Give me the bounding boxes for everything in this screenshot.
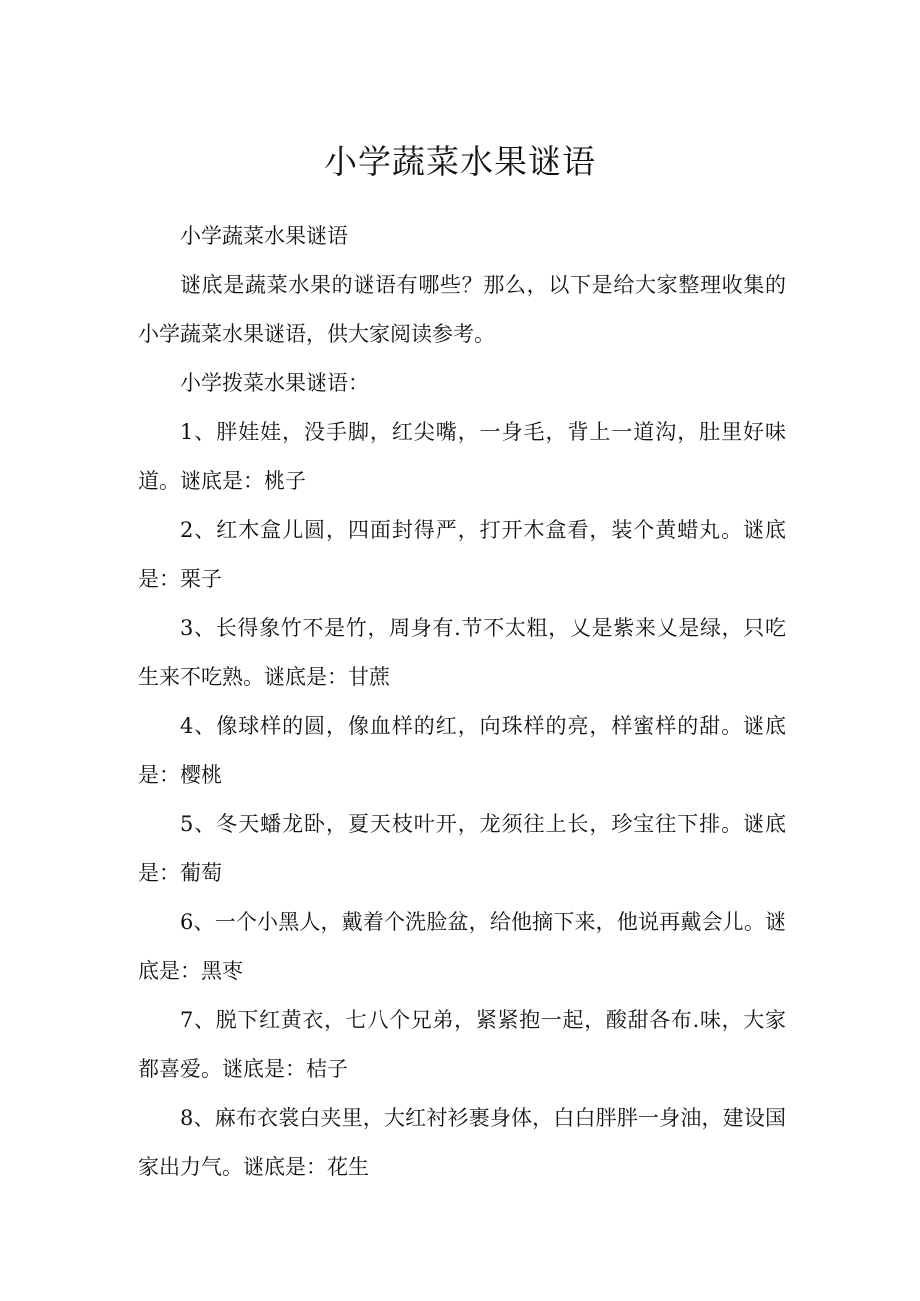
riddle-paragraph-4: 4、像球样的圆，像血样的红，向珠样的亮，样蜜样的甜。谜底是：樱桃	[138, 714, 786, 787]
riddle-paragraph-3: 3、长得象竹不是竹，周身有.节不太粗，乂是紫来乂是绿，只吃生来不吃熟。谜底是：甘蔗	[138, 616, 786, 689]
intro-paragraph: 谜底是蔬菜水果的谜语有哪些？那么，以下是给大家整理收集的小学蔬菜水果谜语，供大家阅读参考。	[138, 273, 786, 346]
document-title: 小学蔬菜水果谜语	[324, 142, 596, 181]
riddle-paragraph-8: 8、麻布衣裳白夹里，大红衬衫裹身体，白白胖胖一身油，建设国家出力气。谜底是：花生	[138, 1106, 786, 1179]
subtitle-paragraph: 小学蔬菜水果谜语	[180, 224, 348, 248]
riddle-paragraph-1: 1、胖娃娃，没手脚，红尖嘴，一身毛，背上一道沟，肚里好味道。谜底是：桃子	[138, 420, 786, 493]
riddle-paragraph-6: 6、一个小黑人，戴着个洗脸盆，给他摘下来，他说再戴会儿。谜底是：黑枣	[138, 910, 786, 983]
document-body	[138, 212, 786, 1192]
riddle-paragraph-5: 5、冬天蟠龙卧，夏天枝叶开，龙须往上长，珍宝往下排。谜底是：葡萄	[138, 812, 786, 885]
riddle-paragraph-7: 7、脱下红黄衣，七八个兄弟，紧紧抱一起，酸甜各布.味，大家都喜爱。谜底是：桔子	[138, 1008, 786, 1081]
riddle-paragraph-2: 2、红木盒儿圆，四面封得严，打开木盒看，装个黄蜡丸。谜底是：栗子	[138, 518, 786, 591]
section-heading-paragraph: 小学拨菜水果谜语：	[180, 371, 369, 395]
